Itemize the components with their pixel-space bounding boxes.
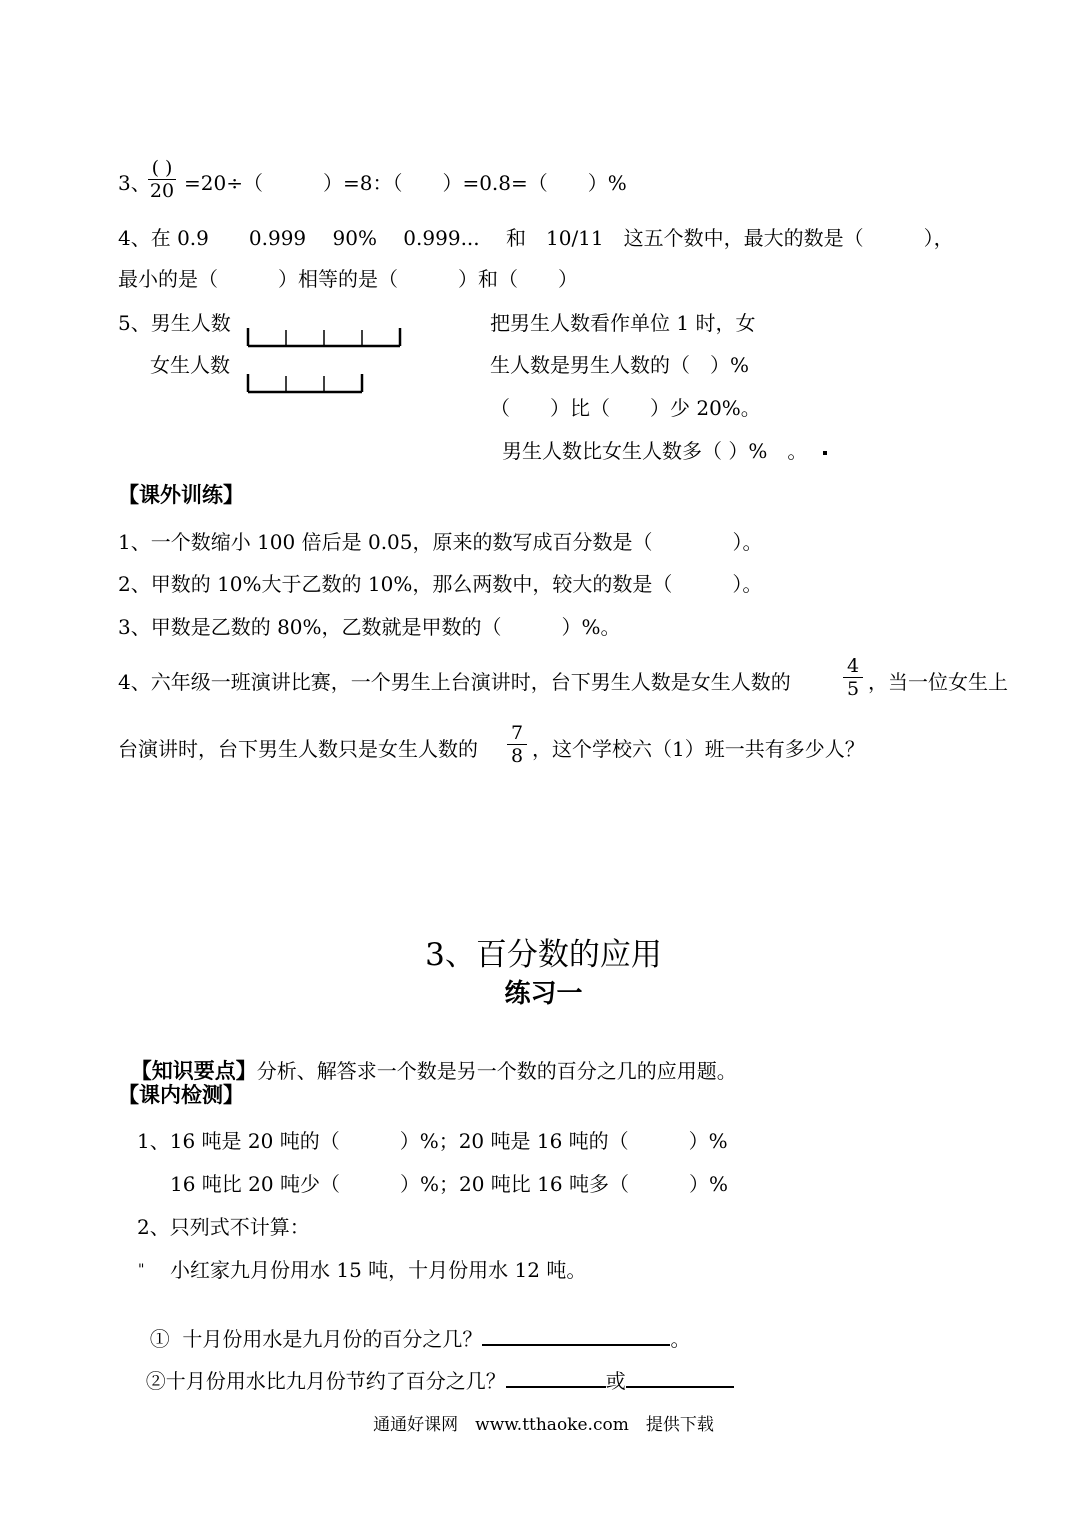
lesson-subtitle: 练习一 — [504, 979, 583, 1009]
q5-right-line1: 把男生人数看作单位 1 时，女 — [490, 311, 756, 335]
q2-b-text: ②十月份用水比九月份节约了百分之几？ — [145, 1369, 506, 1393]
q5-boys-label: 5、男生人数 — [118, 311, 231, 335]
answer-blank-a[interactable] — [482, 1326, 670, 1346]
q5-girls-label: 女生人数 — [150, 353, 230, 377]
key-points-line — [118, 1035, 737, 1083]
boys-segment-diagram — [246, 326, 406, 348]
q3-text: =20÷（ ）=8：（ ）=0.8=（ ）% — [184, 171, 627, 195]
extra-q4-part3: 台演讲时，台下男生人数只是女生人数的 — [118, 737, 478, 761]
inclass-q2-heading: 2、只列式不计算： — [137, 1215, 310, 1239]
inclass-q2-context: 小红家九月份用水 15 吨，十月份用水 12 吨。 — [170, 1258, 587, 1282]
fraction-numerator: 7 — [510, 722, 524, 744]
key-points-text: 分析、解答求一个数是另一个数的百分之几的应用题。 — [256, 1059, 737, 1083]
extra-q3: 3、甲数是乙数的 80%，乙数就是甲数的（ ）%。 — [118, 615, 621, 639]
inclass-q1-line2: 16 吨比 20 吨少（ ）%；20 吨比 16 吨多（ ）% — [170, 1172, 728, 1196]
extra-q4-part1: 4、六年级一班演讲比赛，一个男生上台演讲时，台下男生人数是女生人数的 — [118, 670, 791, 694]
girls-segment-diagram — [246, 372, 366, 394]
extra-q4-part4: ，这个学校六（1）班一共有多少人？ — [532, 737, 865, 761]
page-footer: 通通好课网 www.tthaoke.com 提供下载 — [373, 1415, 714, 1435]
q4-line2: 最小的是（ ）相等的是（ ）和（ ） — [118, 267, 578, 291]
extra-q4-part2: ，当一位女生上 — [868, 670, 1008, 694]
extra-q2: 2、甲数的 10%大于乙数的 10%，那么两数中，较大的数是（ ）。 — [118, 572, 763, 596]
q3-fraction-numerator: ( ) — [151, 157, 173, 179]
q3-number: 3、 — [118, 171, 151, 195]
q2-a-end: 。 — [670, 1327, 691, 1351]
q5-right-line4: 男生人数比女生人数多（ ）% 。 — [502, 439, 808, 463]
fraction-four-fifths — [843, 656, 863, 699]
quote-mark: " — [138, 1262, 145, 1278]
q5-right-line2: 生人数是男生人数的（ ）% — [490, 353, 750, 377]
answer-blank-b2[interactable] — [626, 1368, 734, 1388]
answer-blank-b1[interactable] — [506, 1368, 606, 1388]
q5-right-line3: （ ）比（ ）少 20%。 — [490, 396, 761, 420]
inclass-heading: 【课内检测】 — [118, 1083, 244, 1107]
extra-training-heading: 【课外训练】 — [118, 483, 244, 507]
q3-fraction — [148, 158, 176, 201]
extra-q1: 1、一个数缩小 100 倍后是 0.05，原来的数写成百分数是（ ）。 — [118, 530, 763, 554]
key-points-label: 【知识要点】 — [130, 1059, 257, 1083]
inclass-q1-line1: 1、16 吨是 20 吨的（ ）%；20 吨是 16 吨的（ ）% — [137, 1129, 728, 1153]
q4-line1: 4、在 0.9 0.999 90% 0.999... 和 10/11 这五个数中，最大的数是（ ）， — [118, 226, 954, 250]
dot-mark — [823, 451, 827, 455]
fraction-denominator: 5 — [846, 678, 860, 700]
q2-b-or: 或 — [605, 1369, 626, 1393]
fraction-denominator: 8 — [510, 745, 524, 767]
fraction-seven-eighths — [507, 723, 527, 766]
fraction-numerator: 4 — [846, 655, 860, 677]
lesson-title: 3、百分数的应用 — [425, 937, 662, 973]
inclass-q2-b — [133, 1344, 734, 1393]
q2-a-text: ① 十月份用水是九月份的百分之几？ — [149, 1327, 483, 1351]
q3-fraction-denominator: 20 — [149, 180, 175, 202]
